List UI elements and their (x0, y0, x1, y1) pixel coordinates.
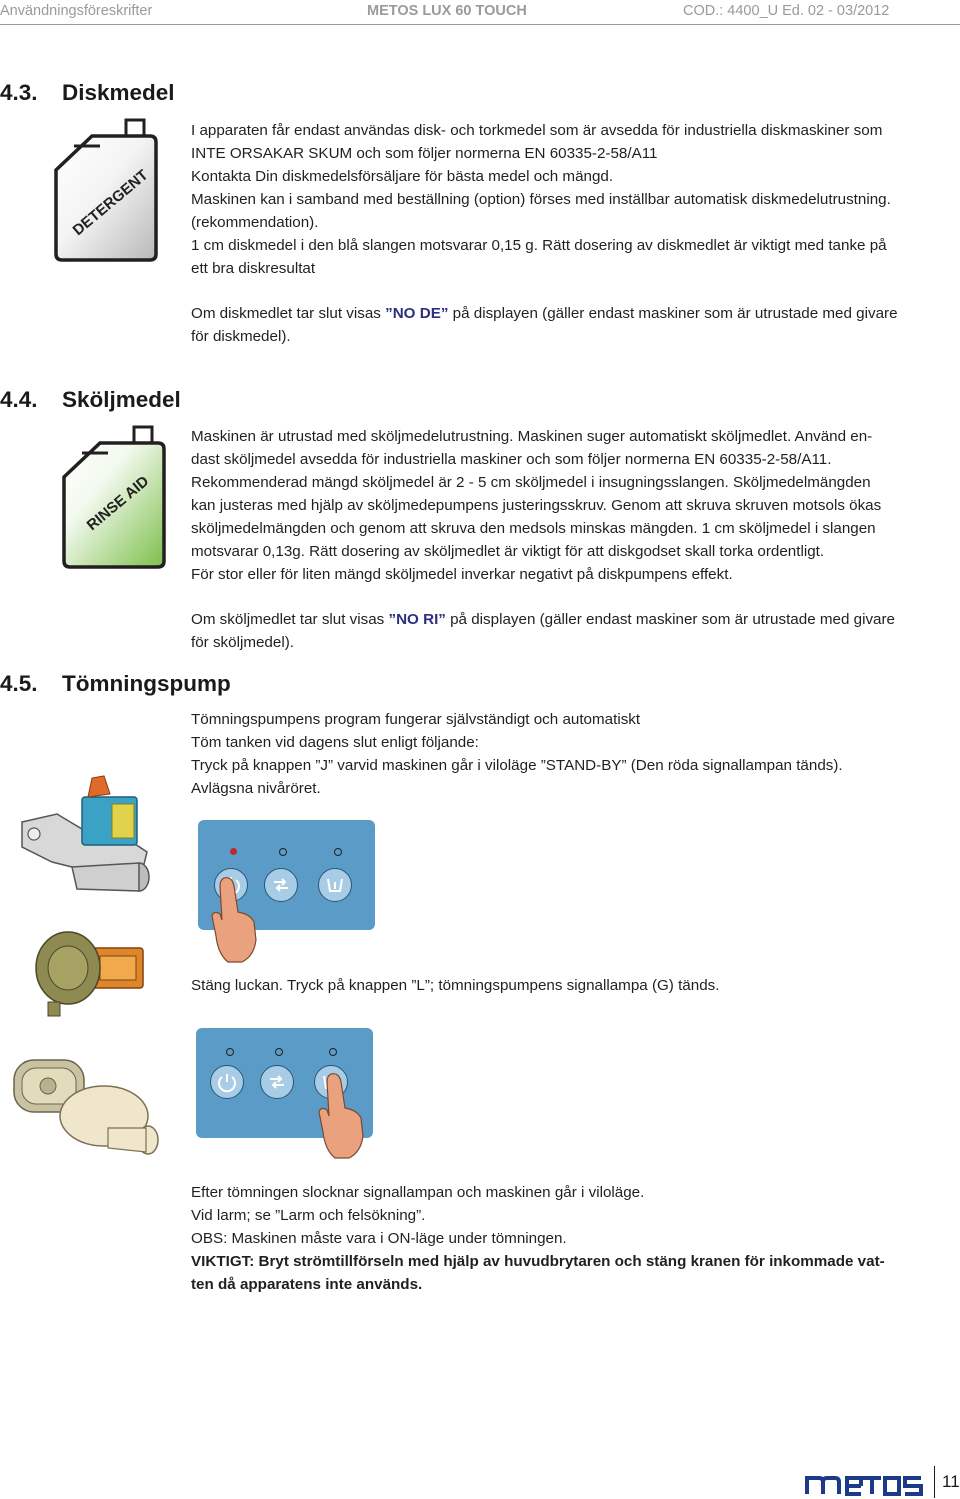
text-line: ett bra diskresultat (191, 260, 316, 277)
text-line: Tryck på knappen ”J” varvid maskinen går i viloläge ”STAND-BY” (Den röda signallampan tänds). (191, 757, 843, 774)
warning-line: VIKTIGT: Bryt strömtillförseln med hjälp av huvudbrytaren och stäng kranen för inkommade vat- (191, 1253, 885, 1270)
text-line: (rekommendation). (191, 214, 319, 231)
warning-line: ten då apparatens inte används. (191, 1276, 423, 1293)
skoljmedel-note (191, 608, 907, 654)
wash-pump-image (8, 1048, 160, 1158)
note-text: på displayen (gäller endast maskiner som är utrustade med givare (448, 305, 898, 322)
text-line: 1 cm diskmedel i den blå slangen motsvarar 0,15 g. Rätt dosering av diskmedlet är viktigt med tanke på (191, 237, 887, 254)
indicator-lamp-drain (329, 1048, 337, 1056)
text-line: sköljmedelmängden och genom att skruva den medsols minskas mängden. 1 cm sköljmedel i slangen (191, 520, 876, 537)
text-line: För stor eller för liten mängd sköljmedel inverkar negativt på diskpumpens effekt. (191, 566, 733, 583)
text-line: Maskinen är utrustad med sköljmedelutrustning. Maskinen suger automatiskt sköljmedlet. Använd en- (191, 428, 873, 445)
power-icon (211, 1066, 243, 1098)
step2-text (191, 974, 907, 997)
detergent-canister-icon (52, 118, 162, 266)
section-number: 4.4. (0, 387, 38, 412)
section-number: 4.5. (0, 671, 38, 696)
text-line: Töm tanken vid dagens slut enligt följande: (191, 734, 479, 751)
section-title: Tömningspump (62, 671, 231, 696)
text-line: dast sköljmedel avsedda för industriella maskiner och som följer normerna EN 60335-2-58/A11. (191, 451, 832, 468)
tomningspump-text (191, 708, 907, 800)
text-line: Efter tömningen slocknar signallampan och maskinen går i viloläge. (191, 1184, 645, 1201)
text-line: Vid larm; se ”Larm och felsökning”. (191, 1207, 426, 1224)
text-line: Stäng luckan. Tryck på knappen ”L”; tömningspumpens signallampa (G) tänds. (191, 977, 720, 994)
section-heading-skoljmedel (0, 386, 400, 416)
cycle-icon (265, 869, 297, 901)
header-doc-type: Användningsföreskrifter (0, 3, 153, 19)
cycle-icon (261, 1066, 293, 1098)
text-line: Avlägsna nivåröret. (191, 780, 321, 797)
rinse-aid-canister-icon (60, 425, 170, 573)
closing-text (191, 1181, 907, 1296)
diskmedel-text (191, 119, 907, 280)
drain-button[interactable] (318, 868, 352, 902)
indicator-lamp (334, 848, 342, 856)
metos-logo (805, 1474, 925, 1496)
canister-label: DETERGENT (69, 166, 152, 240)
indicator-lamp (275, 1048, 283, 1056)
pressure-switch-image (28, 920, 156, 1020)
footer-divider (934, 1466, 935, 1498)
indicator-lamp (226, 1048, 234, 1056)
text-line: INTE ORSAKAR SKUM och som följer normerna EN 60335-2-58/A11 (191, 145, 658, 162)
header-product: METOS LUX 60 TOUCH (367, 3, 527, 19)
drain-pump-image (12, 772, 162, 897)
text-line: Tömningspumpens program fungerar självständigt och automatiskt (191, 711, 641, 728)
section-heading-tomningspump (0, 670, 400, 700)
header-divider (0, 24, 960, 25)
section-title: Diskmedel (62, 80, 175, 105)
canister-label: RINSE AID (83, 472, 153, 535)
text-line: motsvarar 0,13g. Rätt dosering av sköljmedlet är viktigt för att diskgodset skall torka ordentligt. (191, 543, 825, 560)
text-line: Rekommenderad mängd sköljmedel är 2 - 5 cm sköljmedel i insugningsslangen. Sköljmedelmängden (191, 474, 871, 491)
page-number: 11 (942, 1472, 960, 1491)
note-text: för diskmedel). (191, 328, 291, 345)
display-code: ”NO RI” (388, 611, 446, 628)
display-code: ”NO DE” (385, 305, 449, 322)
indicator-lamp (279, 848, 287, 856)
power-button[interactable] (210, 1065, 244, 1099)
note-text: för sköljmedel). (191, 634, 294, 651)
section-heading-diskmedel (0, 79, 400, 109)
finger-pointer-icon (210, 876, 260, 964)
section-number: 4.3. (0, 80, 38, 105)
note-text: på displayen (gäller endast maskiner som är utrustade med givare (445, 611, 895, 628)
note-text: Om diskmedlet tar slut visas (191, 305, 386, 322)
skoljmedel-text (191, 425, 907, 586)
text-line: Kontakta Din diskmedelsförsäljare för bästa medel och mängd. (191, 168, 614, 185)
drain-icon (319, 869, 351, 901)
text-line: Maskinen kan i samband med beställning (option) förses med inställbar automatisk diskmedelutrustning. (191, 191, 891, 208)
note-text: Om sköljmedlet tar slut visas (191, 611, 389, 628)
indicator-lamp-red (230, 848, 237, 855)
text-line: OBS: Maskinen måste vara i ON-läge under tömningen. (191, 1230, 567, 1247)
diskmedel-note (191, 302, 907, 348)
header-code: COD.: 4400_U Ed. 02 - 03/2012 (683, 3, 890, 19)
cycle-button[interactable] (260, 1065, 294, 1099)
section-title: Sköljmedel (62, 387, 181, 412)
text-line: kan justeras med hjälp av sköljmedepumpens justeringsskruv. Genom att skruva skruven motsols ökas (191, 497, 882, 514)
cycle-button[interactable] (264, 868, 298, 902)
finger-pointer-icon (317, 1072, 367, 1160)
text-line: I apparaten får endast användas disk- och torkmedel som är avsedda för industriella diskmaskiner som (191, 122, 883, 139)
